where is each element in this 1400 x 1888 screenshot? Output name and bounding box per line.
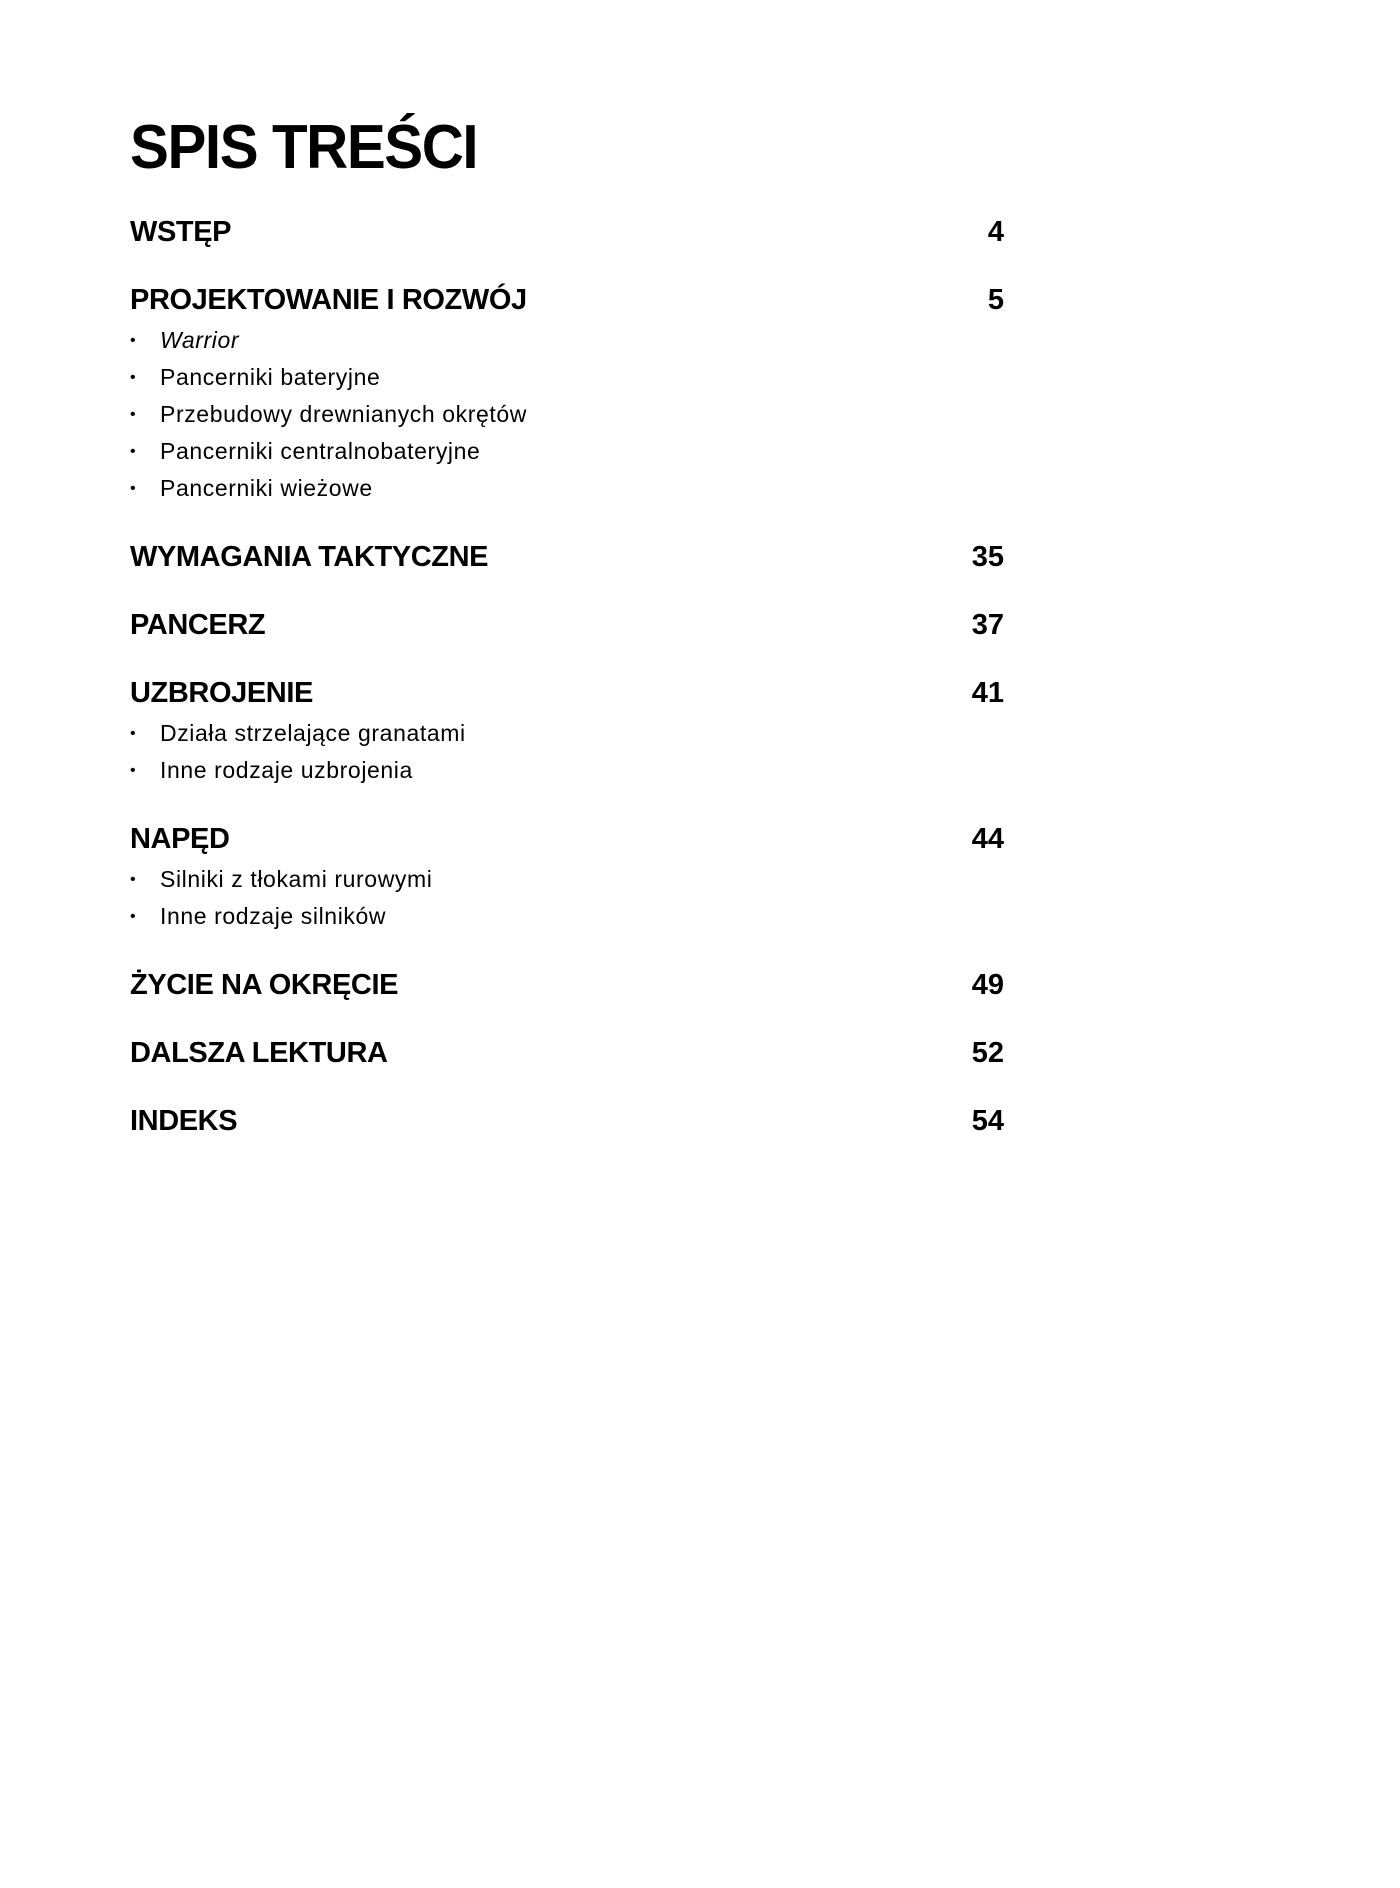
toc-subitem[interactable] xyxy=(130,359,1004,396)
toc-entry[interactable] xyxy=(130,603,1004,647)
toc-subitem[interactable] xyxy=(130,470,1004,507)
toc-subitem-text: Inne rodzaje uzbrojenia xyxy=(160,757,413,783)
toc-section xyxy=(130,963,1004,1031)
toc-heading: WSTĘP xyxy=(130,216,232,248)
toc-section xyxy=(130,278,1004,535)
toc-subitem[interactable] xyxy=(130,752,1004,789)
bullet-icon: • xyxy=(130,908,137,925)
toc-entry[interactable] xyxy=(130,210,1004,254)
toc-subitem-text: Pancerniki centralnobateryjne xyxy=(160,438,481,464)
toc-subitems xyxy=(130,861,1004,935)
toc-heading: ŻYCIE NA OKRĘCIE xyxy=(130,969,399,1001)
toc-page-number: 52 xyxy=(971,1037,1004,1069)
bullet-icon: • xyxy=(130,332,137,349)
toc-subitem[interactable] xyxy=(130,898,1004,935)
bullet-icon: • xyxy=(130,725,137,742)
bullet-icon: • xyxy=(130,480,137,497)
toc-heading: DALSZA LEKTURA xyxy=(130,1037,388,1069)
toc-subitems xyxy=(130,715,1004,789)
toc-subitem-text: Pancerniki bateryjne xyxy=(160,364,381,390)
toc-subitem[interactable] xyxy=(130,322,1004,359)
toc-heading: WYMAGANIA TAKTYCZNE xyxy=(130,541,489,573)
toc-section xyxy=(130,1099,1004,1167)
bullet-icon: • xyxy=(130,443,137,460)
toc-page-number: 54 xyxy=(971,1105,1004,1137)
toc-page-number: 44 xyxy=(971,823,1004,855)
toc-heading: INDEKS xyxy=(130,1105,238,1137)
toc-section xyxy=(130,671,1004,817)
table-of-contents xyxy=(130,112,1004,1167)
toc-section xyxy=(130,1031,1004,1099)
toc-heading: NAPĘD xyxy=(130,823,230,855)
toc-subitem-text: Inne rodzaje silników xyxy=(160,903,387,929)
toc-entry[interactable] xyxy=(130,1031,1004,1075)
toc-subitem-text: Przebudowy drewnianych okrętów xyxy=(160,401,528,427)
toc-page-number: 49 xyxy=(971,969,1004,1001)
toc-subitems xyxy=(130,322,1004,507)
toc-subitem-text: Działa strzelające granatami xyxy=(160,720,466,746)
toc-section xyxy=(130,603,1004,671)
bullet-icon: • xyxy=(130,406,137,423)
toc-list xyxy=(130,210,1004,1167)
toc-page-number: 4 xyxy=(987,216,1004,248)
toc-subitem[interactable] xyxy=(130,433,1004,470)
toc-section xyxy=(130,535,1004,603)
toc-subitem-text: Silniki z tłokami rurowymi xyxy=(160,866,433,892)
toc-section xyxy=(130,817,1004,963)
toc-heading: UZBROJENIE xyxy=(130,677,313,709)
toc-heading: PROJEKTOWANIE I ROZWÓJ xyxy=(130,284,527,316)
toc-subitem[interactable] xyxy=(130,396,1004,433)
toc-page-number: 5 xyxy=(987,284,1004,316)
toc-entry[interactable] xyxy=(130,1099,1004,1143)
toc-page-number: 37 xyxy=(971,609,1004,641)
toc-entry[interactable] xyxy=(130,535,1004,579)
bullet-icon: • xyxy=(130,871,137,888)
toc-subitem[interactable] xyxy=(130,861,1004,898)
toc-entry[interactable] xyxy=(130,278,1004,322)
toc-entry[interactable] xyxy=(130,817,1004,861)
toc-entry[interactable] xyxy=(130,671,1004,715)
toc-subitem[interactable] xyxy=(130,715,1004,752)
bullet-icon: • xyxy=(130,762,137,779)
toc-section xyxy=(130,210,1004,278)
toc-entry[interactable] xyxy=(130,963,1004,1007)
toc-subitem-text: Pancerniki wieżowe xyxy=(160,475,373,501)
page-title: SPIS TREŚCI xyxy=(130,113,478,182)
toc-subitem-text: Warrior xyxy=(160,327,240,353)
toc-heading: PANCERZ xyxy=(130,609,266,641)
toc-page-number: 41 xyxy=(971,677,1004,709)
bullet-icon: • xyxy=(130,369,137,386)
toc-page-number: 35 xyxy=(971,541,1004,573)
